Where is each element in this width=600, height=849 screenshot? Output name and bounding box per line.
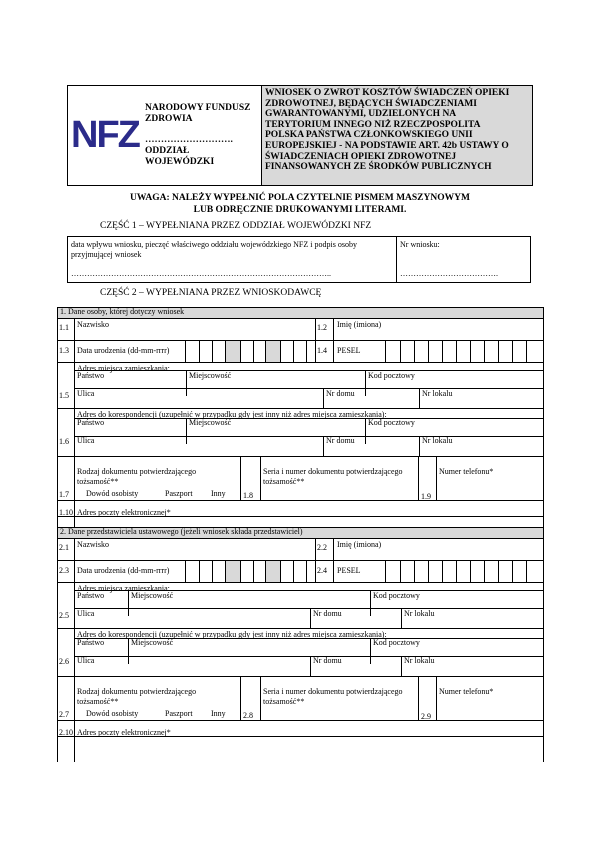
grid-line (240, 676, 241, 720)
notice-line1: UWAGA: NALEŻY WYPEŁNIĆ POLA CZYTELNIE PISMEM MASZYNOWYM (130, 193, 470, 203)
grid-line (280, 340, 281, 362)
first-name-field[interactable]: Imię (imiona) (337, 320, 382, 329)
row-number: 1.10 (59, 508, 73, 517)
grid-line (293, 340, 294, 362)
form-title-line: POLSKA PAŃSTWA CZŁONKOWSKIEGO UNII (265, 130, 473, 141)
grid-line (253, 340, 254, 362)
correspondence-address-label: Adres do korespondencji (uzupełnić w przypadku gdy jest inny niż adres miejsca zamieszkania): (77, 410, 387, 419)
country-field[interactable]: Państwo (77, 418, 105, 427)
row-number: 2.9 (421, 712, 431, 721)
grid-line (128, 590, 129, 616)
pesel-label: PESEL (337, 566, 361, 575)
city-field[interactable]: Miejscowość (189, 418, 232, 427)
id-document-type-label: Rodzaj dokumentu potwierdzającego (77, 467, 197, 476)
house-number-field[interactable]: Nr domu (326, 436, 355, 445)
grid-line (260, 456, 261, 500)
document-number-field[interactable]: Seria i numer dokumentu potwierdzającego (263, 687, 403, 696)
grid-line (74, 370, 543, 371)
grid-line (436, 676, 437, 720)
grid-line (240, 340, 241, 362)
grid-line (57, 318, 543, 319)
row-number: 2.10 (59, 728, 73, 737)
grid-line (370, 590, 371, 616)
grid-line (240, 560, 241, 582)
grid-line (57, 736, 543, 737)
grid-line (74, 436, 543, 437)
grid-line (57, 527, 58, 762)
form-title (265, 88, 531, 173)
grid-line (280, 560, 281, 582)
grid-line (240, 456, 241, 500)
apartment-number-field[interactable]: Nr lokalu (404, 656, 435, 665)
grid-line (57, 307, 58, 542)
grid-line (128, 638, 129, 664)
grid-line (306, 340, 307, 362)
grid-line (418, 676, 419, 720)
grid-line (306, 560, 307, 582)
grid-line (57, 538, 543, 539)
row-number: 1.9 (421, 492, 431, 501)
grid-line (418, 456, 419, 500)
passport-option[interactable]: Paszport (165, 489, 193, 498)
row-number: 2.8 (243, 711, 253, 720)
grid-line (456, 340, 457, 362)
part1-nr-label: Nr wniosku: (400, 240, 440, 249)
correspondence-address-label: Adres do korespondencji (uzupełnić w przypadku gdy jest inny niż adres miejsca zamieszkania): (77, 630, 387, 639)
date-separator-cell (226, 341, 240, 362)
row-number: 2.7 (59, 710, 69, 719)
part1-date-label-1: data wpływu wniosku, pieczęć właściwego oddziału wojewódzkiego NFZ i podpis osoby (71, 240, 357, 249)
part1-dots-left: …………………………………………………………………………………….. (71, 269, 331, 278)
part1-dots-right: ………………………………. (400, 269, 498, 278)
grid-line (74, 656, 543, 657)
branch-line2: WOJEWÓDZKI (145, 157, 215, 167)
grid-line (385, 340, 386, 362)
house-number-field[interactable]: Nr domu (326, 389, 355, 398)
grid-line (57, 307, 543, 308)
row-number: 1.8 (243, 491, 253, 500)
house-number-field[interactable]: Nr domu (313, 656, 342, 665)
city-field[interactable]: Miejscowość (189, 371, 232, 380)
grid-line (57, 408, 543, 409)
id-document-type-label: Rodzaj dokumentu potwierdzającego (77, 687, 197, 696)
postal-code-field[interactable]: Kod pocztowy (368, 371, 415, 380)
grid-line (498, 560, 499, 582)
grid-line (212, 340, 213, 362)
residence-address-label: Adres miejsca zamieszkania: (77, 364, 170, 373)
grid-line (414, 560, 415, 582)
document-number-field[interactable]: Seria i numer dokumentu potwierdzającego (263, 467, 403, 476)
grid-line (57, 516, 543, 517)
part2-title: CZĘŚĆ 2 – WYPEŁNIANA PRZEZ WNIOSKODAWCĘ (100, 288, 322, 298)
grid-line (57, 527, 543, 528)
street-field[interactable]: Ulica (77, 656, 95, 665)
grid-line (57, 582, 543, 583)
document-number-field[interactable]: tożsamość** (263, 477, 305, 486)
grid-line (310, 608, 311, 628)
grid-line (57, 676, 543, 677)
row-number: 2.3 (59, 566, 69, 575)
grid-line (186, 370, 187, 396)
row-number: 2.2 (317, 543, 327, 552)
grid-line (74, 418, 543, 419)
email-field[interactable]: Adres poczty elektronicznej* (77, 728, 171, 737)
date-separator-cell (226, 561, 240, 582)
country-field[interactable]: Państwo (77, 638, 105, 647)
surname-field[interactable]: Nazwisko (77, 320, 109, 329)
date-separator-cell (266, 561, 280, 582)
country-field[interactable]: Państwo (77, 591, 105, 600)
postal-code-field[interactable]: Kod pocztowy (373, 638, 420, 647)
grid-line (414, 340, 415, 362)
grid-line (543, 307, 544, 542)
date-separator-cell (266, 341, 280, 362)
grid-line (57, 500, 543, 501)
row-number: 1.7 (59, 490, 69, 499)
section-title: 2. Dane przedstawiciela ustawowego (jeżeli wniosek składa przedstawiciel) (60, 527, 303, 536)
row-number: 1.2 (317, 323, 327, 332)
document-number-field[interactable]: tożsamość** (263, 697, 305, 706)
form-title-line: EUROPEJSKIEJ - NA PODSTAWIE ART. 42b USTAWY O (265, 140, 509, 151)
grid-line (419, 436, 420, 456)
grid-line (74, 538, 75, 762)
residence-address-label: Adres miejsca zamieszkania: (77, 584, 170, 593)
grid-line (57, 720, 543, 721)
grid-line (199, 560, 200, 582)
nfz-logo (71, 113, 141, 153)
phone-field[interactable]: Numer telefonu* (439, 687, 494, 696)
id-card-option[interactable]: Dowód osobisty (86, 709, 139, 718)
grid-line (401, 656, 402, 676)
form-title-line: TERYTORIUM INNEGO NIŻ RZECZPOSPOLITA (265, 119, 481, 130)
grid-line (186, 418, 187, 444)
grid-line (526, 340, 527, 362)
section-title: 1. Dane osoby, której dotyczy wniosek (60, 307, 185, 316)
grid-line (185, 340, 186, 362)
grid-line (543, 527, 544, 762)
street-field[interactable]: Ulica (77, 609, 95, 618)
grid-line (323, 388, 324, 408)
svg-text:NFZ: NFZ (71, 114, 139, 153)
apartment-number-field[interactable]: Nr lokalu (422, 436, 453, 445)
passport-option[interactable]: Paszport (165, 709, 193, 718)
id-document-type-label: tożsamość** (77, 477, 119, 486)
row-number: 2.6 (59, 657, 69, 666)
form-title-line: WNIOSEK O ZWROT KOSZTÓW ŚWIADCZEŃ OPIEKI (265, 88, 510, 98)
postal-code-field[interactable]: Kod pocztowy (368, 418, 415, 427)
grid-line (512, 340, 513, 362)
grid-line (526, 560, 527, 582)
other-document-option[interactable]: Inny (211, 489, 226, 498)
grid-line (385, 560, 386, 582)
part1-date-label-2: przyjmującej wniosek (71, 250, 142, 259)
row-number: 2.5 (59, 611, 69, 620)
birth-date-label: Data urodzenia (dd-mm-rrrr) (77, 566, 170, 575)
grid-line (498, 340, 499, 362)
email-field[interactable]: Adres poczty elektronicznej* (77, 508, 171, 517)
org-name-line1: NARODOWY FUNDUSZ (145, 103, 251, 113)
grid-line (470, 340, 471, 362)
grid-line (323, 436, 324, 456)
row-number: 2.1 (59, 543, 69, 552)
grid-line (400, 560, 401, 582)
grid-line (365, 370, 366, 396)
apartment-number-field[interactable]: Nr lokalu (422, 389, 453, 398)
grid-line (442, 340, 443, 362)
street-field[interactable]: Ulica (77, 389, 95, 398)
row-number: 1.5 (59, 391, 69, 400)
part1-divider (396, 236, 397, 283)
grid-line (370, 638, 371, 664)
grid-line (74, 388, 543, 389)
form-title-line: FINANSOWANYCH ZE ŚRODKÓW PUBLICZNYCH (265, 162, 492, 173)
grid-line (456, 560, 457, 582)
grid-line (401, 608, 402, 628)
row-number: 1.3 (59, 346, 69, 355)
grid-line (419, 388, 420, 408)
grid-line (293, 560, 294, 582)
grid-line (484, 340, 485, 362)
row-number: 1.1 (59, 323, 69, 332)
surname-field[interactable]: Nazwisko (77, 540, 109, 549)
other-document-option[interactable]: Inny (211, 709, 226, 718)
postal-code-field[interactable]: Kod pocztowy (373, 591, 420, 600)
birth-date-label: Data urodzenia (dd-mm-rrrr) (77, 346, 170, 355)
grid-line (57, 628, 543, 629)
grid-line (74, 318, 75, 542)
grid-line (185, 560, 186, 582)
grid-line (442, 560, 443, 582)
grid-line (310, 656, 311, 676)
grid-line (212, 560, 213, 582)
grid-line (428, 560, 429, 582)
pesel-label: PESEL (337, 346, 361, 355)
grid-line (512, 560, 513, 582)
street-field[interactable]: Ulica (77, 436, 95, 445)
form-title-line: ZDROWOTNEJ, BĘDĄCYCH ŚWIADCZENIAMI (265, 98, 477, 109)
org-name-line2: ZDROWIA (145, 114, 193, 124)
grid-line (400, 340, 401, 362)
id-document-type-label: tożsamość** (77, 697, 119, 706)
grid-line (74, 608, 543, 609)
house-number-field[interactable]: Nr domu (313, 609, 342, 618)
grid-line (57, 362, 543, 363)
grid-line (365, 418, 366, 444)
part1-title: CZĘŚĆ 1 – WYPEŁNIANA PRZEZ ODDZIAŁ WOJEWÓDZKI NFZ (100, 221, 372, 231)
row-number: 1.4 (317, 346, 327, 355)
grid-line (57, 456, 543, 457)
id-card-option[interactable]: Dowód osobisty (86, 489, 139, 498)
grid-line (253, 560, 254, 582)
form-title-line: ŚWIADCZENIACH OPIEKI ZDROWOTNEJ (265, 151, 457, 162)
form-title-line: GWARANTOWANYMI, UDZIELONYCH NA (265, 109, 457, 120)
notice-line2: LUB ODRĘCZNIE DRUKOWANYMI LITERAMI. (193, 205, 407, 215)
branch-dots: ………………………. (145, 135, 233, 145)
row-number: 2.4 (317, 566, 327, 575)
first-name-field[interactable]: Imię (imiona) (337, 540, 382, 549)
branch-line1: ODDZIAŁ (145, 146, 190, 156)
apartment-number-field[interactable]: Nr lokalu (404, 609, 435, 618)
grid-line (428, 340, 429, 362)
city-field[interactable]: Miejscowość (131, 591, 174, 600)
grid-line (484, 560, 485, 582)
grid-line (470, 560, 471, 582)
grid-line (260, 676, 261, 720)
city-field[interactable]: Miejscowość (131, 638, 174, 647)
grid-line (199, 340, 200, 362)
grid-line (436, 456, 437, 500)
phone-field[interactable]: Numer telefonu* (439, 467, 494, 476)
row-number: 1.6 (59, 437, 69, 446)
country-field[interactable]: Państwo (77, 371, 105, 380)
